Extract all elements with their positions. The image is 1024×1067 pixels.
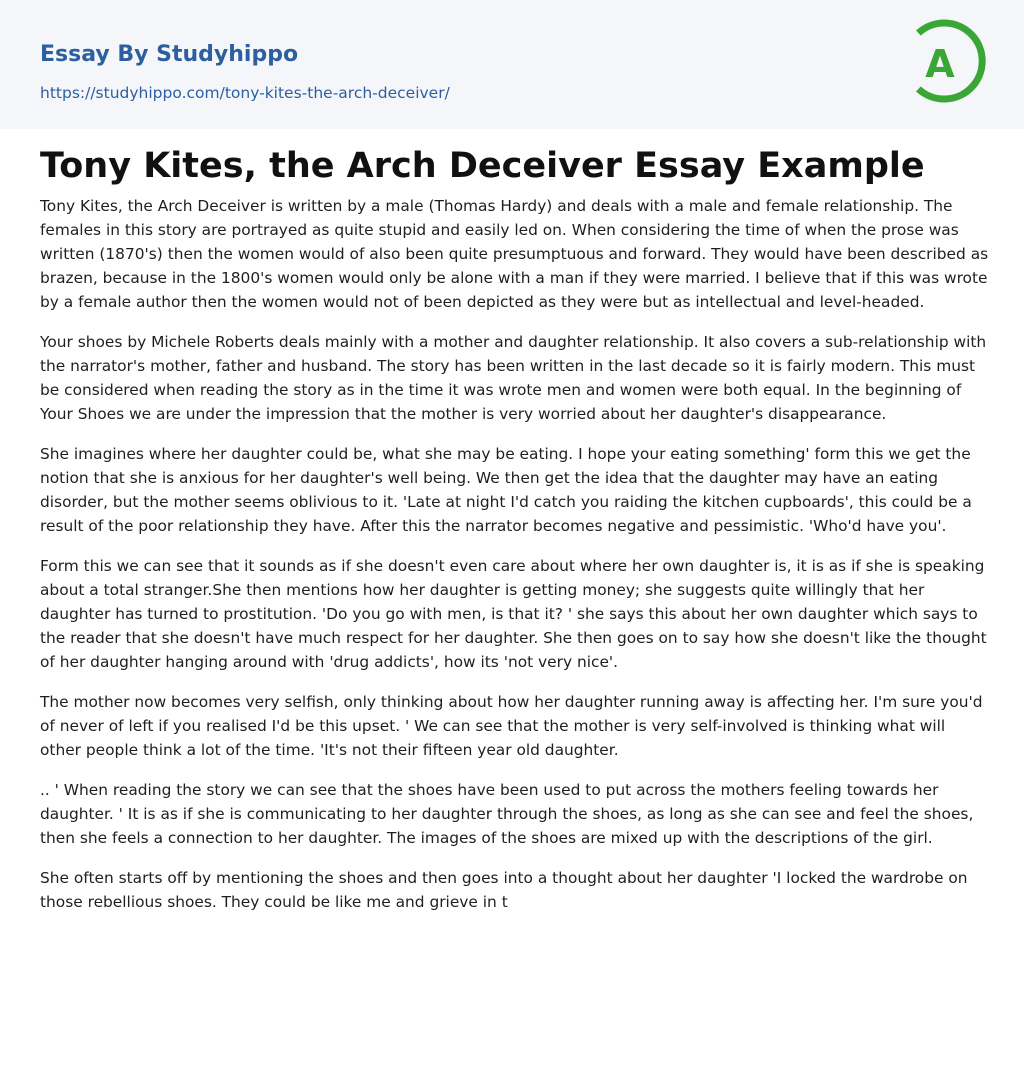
logo-icon (912, 19, 986, 105)
source-url-link[interactable]: https://studyhippo.com/tony-kites-the-arch-deceiver/ (40, 84, 450, 102)
paragraph: She often starts off by mentioning the shoes and then goes into a thought about her daughter 'I locked the wardrobe on those rebellious shoes. They could be like me and grieve in t (40, 869, 968, 911)
paragraph: Tony Kites, the Arch Deceiver is written by a male (Thomas Hardy) and deals with a male and female relationship. The females in this story are portrayed as quite stupid and easily led on. When considering the time of when the prose was written (1870's) then the women would of also been quite presumptuous and forward. They would have been described as brazen, because in the 1800's women would only be alone with a man if they were married. I believe that if this was wrote by a female author then the women would not of been depicted as they were but as intellectual and level-headed. (40, 197, 989, 311)
page-title: Tony Kites, the Arch Deceiver Essay Example (40, 146, 925, 186)
paragraph: Your shoes by Michele Roberts deals mainly with a mother and daughter relationship. It also covers a sub-relationship with the narrator's mother, father and husband. The story has been written in the last decade so it is fairly modern. This must be considered when reading the story as in the time it was wrote men and women were both equal. In the beginning of Your Shoes we are under the impression that the mother is very worried about her daughter's disappearance. (40, 333, 987, 423)
paragraph: The mother now becomes very selfish, only thinking about how her daughter running away is affecting her. I'm sure you'd of never of left if you realised I'd be this upset. ' We can see that the mother is very self-involved is thinking what will other people think a lot of the time. 'It's not their fifteen year old daughter. (40, 693, 983, 759)
studyhippo-logo[interactable] (912, 19, 986, 105)
paragraph: Form this we can see that it sounds as if she doesn't even care about where her own daughter is, it is as if she is speaking about a total stranger.She then mentions how her daughter is getting money; she suggests quite willingly that her daughter has turned to prostitution. 'Do you go with men, is that it? ' she says this about her own daughter which says to the reader that she doesn't have much respect for her daughter. She then goes on to say how she doesn't like the thought of her daughter hanging around with 'drug addicts', how its 'not very nice'. (40, 557, 987, 671)
logo-letter: A (925, 42, 955, 86)
site-header (0, 0, 1024, 129)
paragraph: .. ' When reading the story we can see that the shoes have been used to put across the mothers feeling towards her daughter. ' It is as if she is communicating to her daughter through the shoes, as long as she can see and feel the shoes, then she feels a connection to her daughter. The images of the shoes are mixed up with the descriptions of the girl. (40, 781, 974, 847)
article-body (40, 194, 990, 930)
brand-title[interactable]: Essay By Studyhippo (40, 42, 299, 67)
paragraph: She imagines where her daughter could be, what she may be eating. I hope your eating something' form this we get the notion that she is anxious for her daughter's well being. We then get the idea that the daughter may have an eating disorder, but the mother seems oblivious to it. 'Late at night I'd catch you raiding the kitchen cupboards', this could be a result of the poor relationship they have. After this the narrator becomes negative and pessimistic. 'Who'd have you'. (40, 445, 972, 535)
